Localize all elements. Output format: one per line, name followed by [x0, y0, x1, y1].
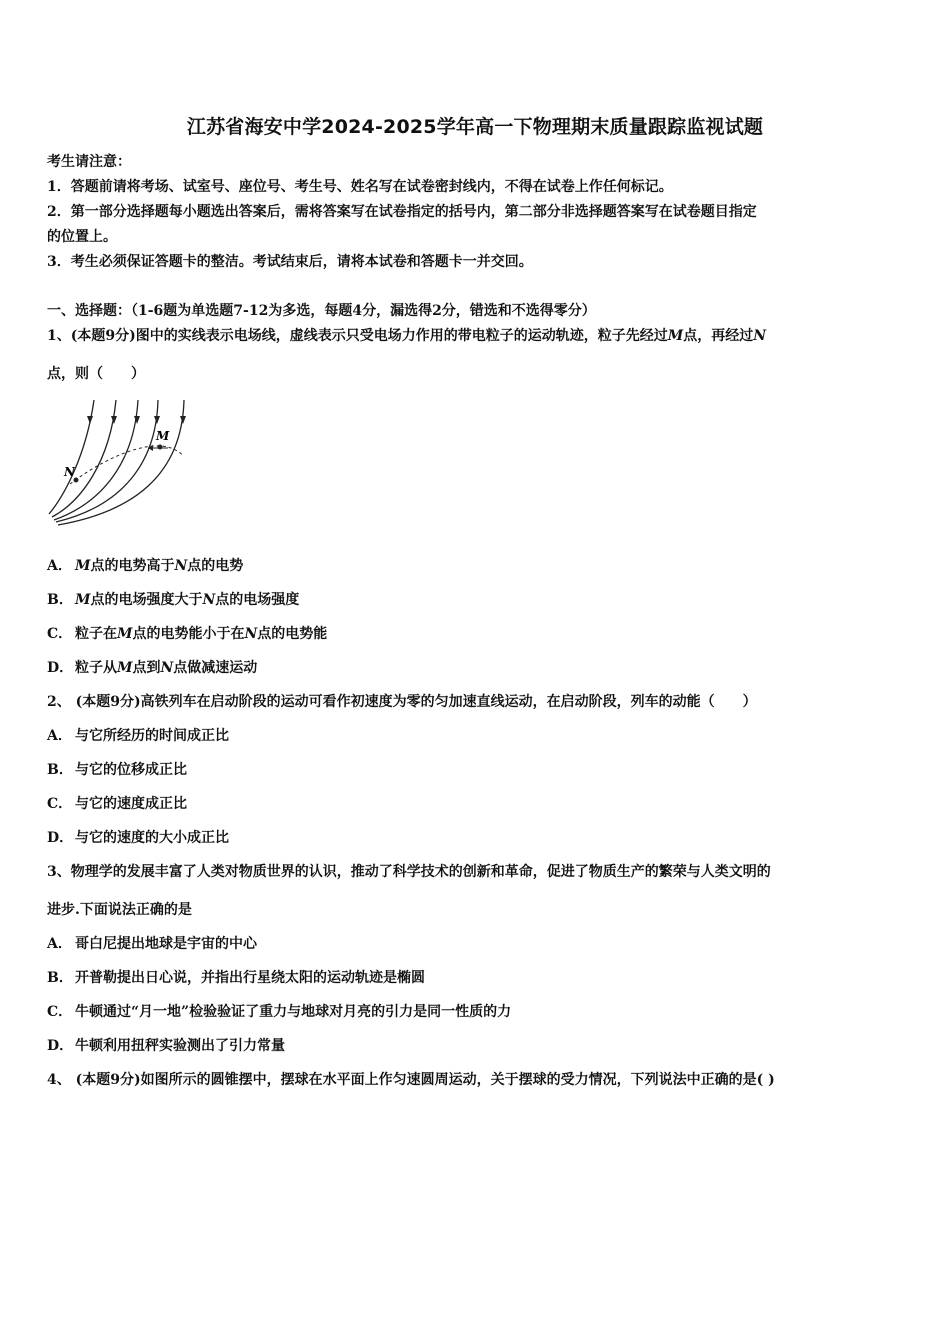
label-n: N [64, 465, 75, 479]
q3-option-c[interactable]: C． 牛顿通过“月一地”检验验证了重力与地球对月亮的引力是同一性质的力 [47, 1004, 512, 1020]
notice-item-1: 1．答题前请将考场、试室号、座位号、考生号、姓名写在试卷密封线内，不得在试卷上作任何标记。 [47, 179, 673, 195]
question-1-mid: 点，再经过 [683, 328, 754, 344]
section-heading: 一、选择题：（1-6题为单选题7-12为多选，每题4分，漏选得2分，错选和不选得零分） [47, 303, 596, 319]
q3-option-a[interactable]: A． 哥白尼提出地球是宇宙的中心 [47, 936, 257, 952]
label-m: M [156, 429, 170, 443]
notice-item-3: 3．考生必须保证答题卡的整洁。考试结束后，请将本试卷和答题卡一并交回。 [47, 254, 533, 270]
question-3-line2: 进步.下面说法正确的是 [47, 902, 192, 918]
var-n: N [753, 328, 767, 344]
point-m-dot [158, 445, 163, 450]
notice-item-2-cont: 的位置上。 [47, 229, 117, 245]
q2-option-d[interactable]: D． 与它的速度的大小成正比 [47, 830, 229, 846]
var-m: M [667, 328, 684, 344]
page-title: 江苏省海安中学2024-2025学年高一下物理期末质量跟踪监视试题 [186, 116, 764, 138]
q2-option-b[interactable]: B． 与它的位移成正比 [47, 762, 187, 778]
field-line-1 [49, 400, 94, 514]
question-3-line1: 3、物理学的发展丰富了人类对物质世界的认识，推动了科学技术的创新和革命，促进了物质生产的繁荣与人类文明的 [47, 864, 771, 880]
question-1-text: 1、(本题9分)图中的实线表示电场线，虚线表示只受电场力作用的带电粒子的运动轨迹，粒子先经过 [47, 328, 668, 344]
field-arrows [87, 416, 186, 424]
question-1-line1 [47, 326, 766, 346]
q1-option-a[interactable]: A． M点的电势高于N点的电势 [47, 558, 244, 574]
q1-option-b[interactable]: B． M点的电场强度大于N点的电场强度 [47, 592, 300, 608]
field-line-2 [52, 400, 116, 517]
q3-option-b[interactable]: B． 开普勒提出日心说，并指出行星绕太阳的运动轨迹是椭圆 [47, 970, 425, 986]
question-2-text: 2、 (本题9分)高铁列车在启动阶段的运动可看作初速度为零的匀加速直线运动，在启动阶段，列车的动能（ ） [47, 694, 757, 710]
question-1-line2: 点，则（ ） [47, 366, 145, 382]
notice-item-2: 2．第一部分选择题每小题选出答案后，需将答案写在试卷指定的括号内，第二部分非选择题答案写在试卷题目指定 [47, 204, 757, 220]
q3-option-d[interactable]: D． 牛顿利用扭秤实验测出了引力常量 [47, 1038, 285, 1054]
electric-field-figure [44, 396, 194, 526]
notice-heading: 考生请注意： [47, 154, 131, 170]
q2-option-a[interactable]: A． 与它所经历的时间成正比 [47, 728, 229, 744]
q1-option-d[interactable]: D． 粒子从M点到N点做减速运动 [47, 660, 258, 676]
q2-option-c[interactable]: C． 与它的速度成正比 [47, 796, 187, 812]
q1-option-c[interactable]: C． 粒子在M点的电势能小于在N点的电势能 [47, 626, 328, 642]
question-4-text: 4、 (本题9分)如图所示的圆锥摆中，摆球在水平面上作匀速圆周运动，关于摆球的受力情况，下列说法中正确的是( ) [47, 1072, 775, 1088]
